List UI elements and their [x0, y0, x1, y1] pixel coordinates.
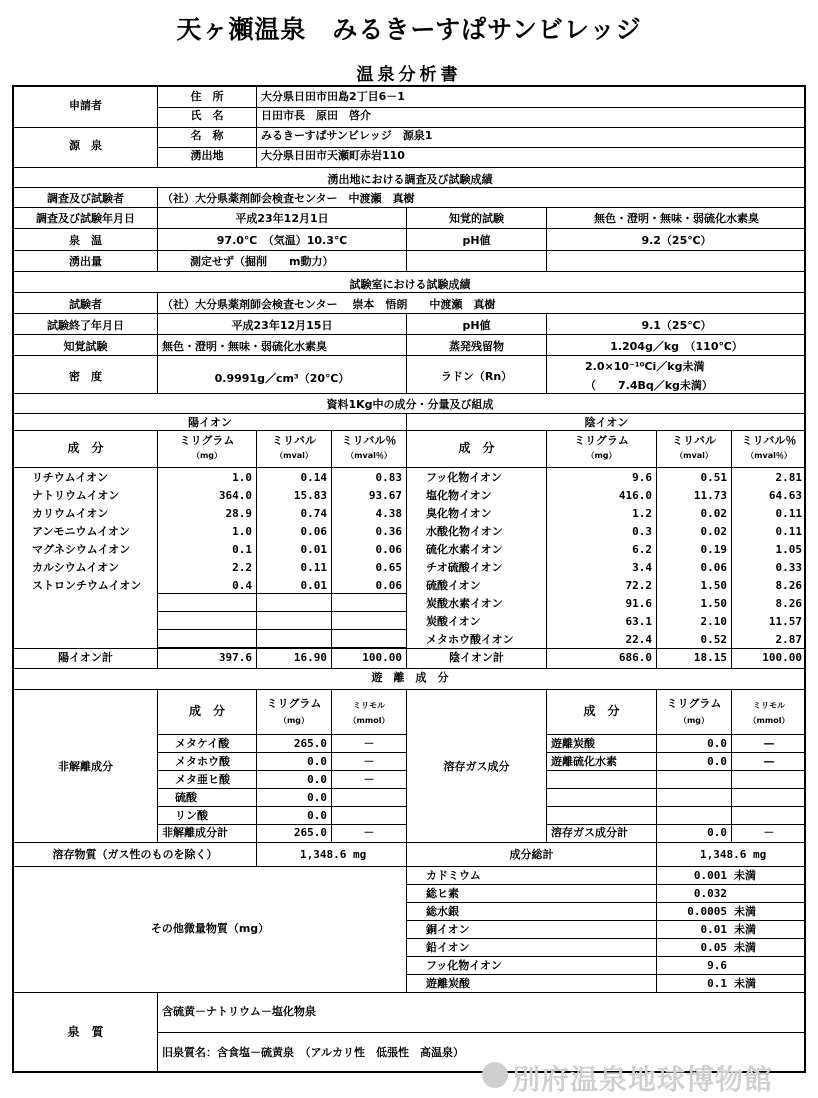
- anion-mval: 1.50: [700, 579, 727, 592]
- nondiss-mg-unit: （mg）: [278, 716, 310, 725]
- anion-mval: 2.10: [700, 615, 727, 628]
- grid-line: [546, 824, 805, 825]
- anion-pct: 0.11: [775, 525, 802, 538]
- grid-line: [13, 430, 805, 431]
- grid-line: [157, 752, 406, 753]
- grid-line: [13, 648, 805, 649]
- anion-mval: 0.06: [700, 561, 727, 574]
- gas-name: 遊離炭酸: [551, 737, 595, 750]
- grid-line: [13, 334, 805, 335]
- cation-mg: 1.0: [232, 525, 252, 538]
- cation-mval: 0.01: [300, 543, 327, 556]
- cation-name: アンモニウムイオン: [32, 525, 130, 538]
- document-title: 天ヶ瀬温泉 みるきーすぱサンビレッジ: [176, 15, 642, 44]
- tester-value: （社）大分県薬剤師会検査センター 崇本 悟朗 中渡瀬 真樹: [162, 298, 496, 311]
- nondiss-name: メタケイ酸: [175, 737, 230, 750]
- cation-total-pct: 100.00: [362, 651, 402, 664]
- cation-name: ナトリウムイオン: [32, 489, 120, 502]
- nondiss-mg: 265.0: [293, 737, 327, 750]
- anion-pct: 11.57: [768, 615, 802, 628]
- lab-date-value: 平成23年12月15日: [231, 319, 333, 332]
- grid-line: [157, 593, 406, 594]
- anion-pct: 0.11: [775, 507, 802, 520]
- cation-mval-label: ミリバル: [272, 434, 316, 447]
- anion-name: 炭酸水素イオン: [426, 597, 503, 610]
- lab-header: 試験室における試験成績: [349, 278, 471, 291]
- cation-name: カリウムイオン: [32, 507, 109, 520]
- cation-mval: 0.11: [300, 561, 327, 574]
- trace-name: フッ化物イオン: [426, 959, 502, 972]
- anion-mg: 1.2: [632, 507, 652, 520]
- grid-line: [13, 355, 805, 356]
- cation-name: リチウムイオン: [32, 471, 109, 484]
- cation-mg: 0.1: [232, 543, 252, 556]
- grid-line: [157, 107, 805, 108]
- trace-value: 0.1: [707, 977, 727, 990]
- surveyor-label: 調査及び試験者: [47, 192, 124, 205]
- lab-ph-value: 9.1（25℃）: [641, 319, 712, 332]
- grid-line: [157, 770, 406, 771]
- source-name-label: 名 称: [190, 129, 224, 142]
- anion-pct: 8.26: [775, 579, 802, 592]
- anion-name: 水酸化物イオン: [426, 525, 503, 538]
- grid-line: [546, 770, 805, 771]
- grid-line: [157, 824, 406, 825]
- grid-line: [406, 938, 805, 939]
- total-value: 1,348.6 mg: [700, 848, 767, 861]
- name-value: 日田市長 原田 啓介: [261, 109, 371, 122]
- document-subtitle: 温泉分析書: [356, 65, 462, 85]
- cation-component-label: 成 分: [67, 441, 104, 455]
- anion-mg: 0.3: [632, 525, 652, 538]
- total-label: 成分総計: [509, 848, 554, 861]
- grid-line: [13, 393, 805, 394]
- anion-mg: 6.2: [632, 543, 652, 556]
- nondiss-mmol-unit: （mmol）: [348, 716, 390, 725]
- anion-pct-label: ミリバル％: [741, 434, 797, 447]
- temp-label: 泉 温: [69, 234, 102, 247]
- anion-mg: 63.1: [625, 615, 652, 628]
- anion-component-label: 成 分: [458, 441, 495, 455]
- cation-header: 陽イオン: [188, 416, 232, 429]
- nondiss-mg: 0.0: [307, 755, 327, 768]
- cation-mval: 0.06: [300, 525, 327, 538]
- location-label: 湧出地: [190, 149, 224, 162]
- trace-note: 未満: [734, 977, 756, 990]
- gas-name: 遊離硫化水素: [551, 755, 617, 768]
- density-label: 密 度: [69, 370, 102, 383]
- residue-label: 蒸発残留物: [449, 340, 504, 353]
- gas-mmol-unit: （mmol）: [748, 716, 790, 725]
- anion-mg: 9.6: [632, 471, 652, 484]
- cation-total-mg: 397.6: [218, 651, 252, 664]
- grid-line: [13, 228, 805, 229]
- nondiss-mmol: －: [363, 737, 375, 750]
- address-value: 大分県日田市田島2丁目6－1: [261, 90, 405, 103]
- anion-pct: 1.05: [775, 543, 802, 556]
- trace-name: カドミウム: [426, 869, 481, 882]
- trace-note: 未満: [734, 869, 756, 882]
- cation-mg: 0.4: [232, 579, 252, 592]
- nondiss-mg: 0.0: [307, 773, 327, 786]
- cation-pct: 4.38: [375, 507, 402, 520]
- nondiss-name: 硫酸: [175, 791, 197, 804]
- grid-line: [157, 611, 406, 612]
- grid-line: [13, 866, 805, 867]
- lab-date-label: 試験終了年月日: [47, 319, 124, 332]
- nondiss-total-mg: 265.0: [293, 826, 327, 839]
- trace-name: 鉛イオン: [426, 941, 470, 954]
- lab-ph-label: pH値: [462, 319, 491, 332]
- applicant-label: 申請者: [69, 99, 102, 112]
- nondiss-mg-label: ミリグラム: [266, 697, 322, 710]
- flow-value: 測定せず（掘削 m動力）: [190, 255, 334, 268]
- trace-value: 0.0005: [687, 905, 727, 918]
- density-value: 0.9991g／cm³（20℃）: [214, 372, 350, 385]
- anion-mval: 1.50: [700, 597, 727, 610]
- watermark: 別府温泉地球博物館: [512, 1063, 774, 1096]
- grid-line: [13, 271, 805, 272]
- trace-name: 総ヒ素: [426, 887, 459, 900]
- grid-line: [13, 467, 805, 468]
- grid-line: [13, 207, 805, 208]
- anion-name: メタホウ酸イオン: [426, 633, 514, 646]
- trace-name: 遊離炭酸: [426, 977, 470, 990]
- field-ph-label: pH値: [462, 234, 491, 247]
- grid-line: [546, 806, 805, 807]
- grid-line: [13, 313, 805, 314]
- anion-mval: 11.73: [693, 489, 727, 502]
- anion-mval: 0.19: [700, 543, 727, 556]
- grid-line: [157, 1032, 805, 1033]
- source-name-value: みるきーすぱサンビレッジ 源泉1: [261, 129, 433, 142]
- grid-line: [546, 788, 805, 789]
- nondiss-label: 非解離成分: [58, 760, 113, 773]
- grid-line: [157, 788, 406, 789]
- grid-line: [13, 842, 805, 843]
- field-survey-header: 湧出地における調査及び試験成績: [327, 173, 493, 186]
- radon-label: ラドン（Rn）: [440, 370, 513, 383]
- anion-mval: 0.52: [700, 633, 727, 646]
- anion-name: 臭化物イオン: [426, 507, 492, 520]
- dissolved-label: 溶存物質（ガス性のものを除く）: [52, 848, 218, 861]
- anion-mg-unit: （mg）: [586, 451, 617, 460]
- dissolved-value: 1,348.6 mg: [300, 848, 367, 861]
- grid-line: [406, 974, 805, 975]
- grid-line: [157, 734, 406, 735]
- gas-mmol: —: [763, 755, 775, 768]
- grid-line: [13, 668, 805, 669]
- cation-pct: 0.36: [375, 525, 402, 538]
- anion-mg: 22.4: [625, 633, 652, 646]
- cation-name: ストロンチウムイオン: [32, 579, 142, 592]
- anion-pct: 2.81: [775, 471, 802, 484]
- tester-label: 試験者: [69, 298, 102, 311]
- gas-total-mmol: －: [763, 826, 775, 839]
- gas-mg: 0.0: [707, 737, 727, 750]
- grid-line: [13, 250, 805, 251]
- gas-mg: 0.0: [707, 755, 727, 768]
- anion-name: チオ硫酸イオン: [426, 561, 503, 574]
- free-header: 遊 離 成 分: [371, 671, 449, 684]
- grid-line: [13, 187, 805, 188]
- trace-value: 0.05: [700, 941, 727, 954]
- cation-name: マグネシウムイオン: [32, 543, 131, 556]
- address-label: 住 所: [190, 90, 224, 103]
- nondiss-mmol-label: ミリモル: [353, 701, 385, 710]
- grid-line: [13, 413, 805, 414]
- anion-mval-label: ミリバル: [672, 434, 716, 447]
- grid-line: [157, 147, 805, 148]
- cation-pct: 93.67: [368, 489, 402, 502]
- nondiss-mg: 0.0: [307, 791, 327, 804]
- grid-line: [13, 167, 805, 168]
- location-value: 大分県日田市天瀬町赤岩110: [261, 149, 405, 162]
- trace-label: その他微量物質（mg）: [150, 922, 270, 935]
- grid-line: [256, 86, 257, 167]
- anion-pct-unit: （mval％）: [746, 451, 792, 460]
- cation-mg: 1.0: [232, 471, 252, 484]
- grid-line: [13, 992, 805, 993]
- temp-value: 97.0℃ （気温）10.3℃: [216, 234, 348, 247]
- grid-line: [13, 292, 805, 293]
- name-label: 氏 名: [190, 109, 224, 122]
- anion-pct: 8.26: [775, 597, 802, 610]
- nondiss-name: メタホウ酸: [175, 755, 230, 768]
- nondiss-mmol: －: [363, 773, 375, 786]
- lab-sense-label: 知覚試験: [63, 340, 108, 353]
- grid-line: [157, 806, 406, 807]
- grid-line: [546, 734, 805, 735]
- trace-value: 0.001: [693, 869, 727, 882]
- anion-total-mval: 18.15: [693, 651, 727, 664]
- cation-mg: 364.0: [218, 489, 252, 502]
- trace-name: 銅イオン: [426, 923, 470, 936]
- grid-line: [406, 920, 805, 921]
- grid-line: [256, 842, 257, 866]
- surveyor-value: （社）大分県薬剤師会検査センター 中渡瀬 真樹: [162, 192, 415, 205]
- gas-total-label: 溶存ガス成分計: [551, 826, 628, 839]
- nondiss-name: メタ亜ヒ酸: [175, 773, 230, 786]
- nondiss-mmol: －: [363, 755, 375, 768]
- cation-mg-label: ミリグラム: [179, 434, 235, 447]
- cation-mg: 2.2: [232, 561, 252, 574]
- anion-mval: 0.02: [700, 525, 727, 538]
- radon-value-bq: （ 7.4Bq／kg未満）: [585, 379, 713, 392]
- anion-mg: 3.4: [632, 561, 652, 574]
- anion-mg: 72.2: [625, 579, 652, 592]
- anion-name: 硫酸イオン: [426, 579, 481, 592]
- grid-line: [13, 127, 805, 128]
- trace-value: 9.6: [707, 959, 727, 972]
- flow-label: 湧出量: [69, 255, 102, 268]
- trace-note: 未満: [734, 905, 756, 918]
- radon-value-ci: 2.0×10⁻¹⁰Ci／kg未満: [585, 360, 705, 373]
- anion-mg: 91.6: [625, 597, 652, 610]
- composition-header: 資料1Kg中の成分・分量及び組成: [326, 398, 494, 411]
- museum-logo-icon: [482, 1062, 508, 1088]
- trace-name: 総水銀: [426, 905, 459, 918]
- trace-note: 未満: [734, 941, 756, 954]
- grid-line: [656, 842, 657, 866]
- gas-mmol-label: ミリモル: [753, 701, 785, 710]
- cation-total-mval: 16.90: [293, 651, 327, 664]
- survey-date-label: 調査及び試験年月日: [36, 212, 135, 225]
- anion-header: 陰イオン: [584, 416, 629, 429]
- trace-note: 未満: [734, 923, 756, 936]
- grid-line: [157, 629, 406, 630]
- anion-mval-unit: （mval）: [675, 451, 713, 460]
- cation-pct: 0.65: [375, 561, 402, 574]
- cation-total-label: 陽イオン計: [58, 651, 113, 664]
- field-ph-value: 9.2（25℃）: [641, 234, 712, 247]
- cation-mval: 0.14: [300, 471, 327, 484]
- nondiss-total-label: 非解離成分計: [162, 826, 228, 839]
- lab-sense-value: 無色・澄明・無味・弱硫化水素臭: [162, 340, 327, 353]
- gas-mmol: —: [763, 737, 775, 750]
- sense-label: 知覚的試験: [449, 212, 504, 225]
- cation-mval: 0.01: [300, 579, 327, 592]
- cation-pct: 0.83: [375, 471, 402, 484]
- cation-mval-unit: （mval）: [275, 451, 313, 460]
- cation-pct-unit: （mval％）: [346, 451, 392, 460]
- cation-pct-label: ミリバル％: [341, 434, 397, 447]
- quality-current: 含硫黄－ナトリウム－塩化物泉: [162, 1005, 316, 1018]
- source-label: 源 泉: [69, 139, 102, 152]
- anion-mval: 0.51: [700, 471, 727, 484]
- cation-pct: 0.06: [375, 543, 402, 556]
- grid-line: [546, 752, 805, 753]
- grid-line: [406, 956, 805, 957]
- quality-label: 泉 質: [67, 1025, 104, 1039]
- anion-mg-label: ミリグラム: [574, 434, 629, 447]
- gas-total-mg: 0.0: [707, 826, 727, 839]
- cation-pct: 0.06: [375, 579, 402, 592]
- cation-mg: 28.9: [225, 507, 252, 520]
- grid-line: [13, 689, 805, 690]
- gas-mg-unit: （mg）: [678, 716, 710, 725]
- anion-total-label: 陰イオン計: [449, 651, 504, 664]
- grid-line: [406, 884, 805, 885]
- anion-total-mg: 686.0: [618, 651, 652, 664]
- residue-value: 1.204g／kg （110℃）: [610, 340, 743, 353]
- cation-mval: 15.83: [293, 489, 327, 502]
- anion-name: フッ化物イオン: [426, 471, 502, 484]
- anion-pct: 0.33: [775, 561, 802, 574]
- anion-pct: 2.87: [775, 633, 802, 646]
- nondiss-component-label: 成 分: [188, 704, 225, 718]
- sense-value: 無色・澄明・無味・弱硫化水素臭: [594, 212, 759, 225]
- gas-mg-label: ミリグラム: [666, 697, 722, 710]
- cation-mval: 0.74: [300, 507, 327, 520]
- trace-value: 0.032: [693, 887, 727, 900]
- anion-mval: 0.02: [700, 507, 727, 520]
- cation-name: カルシウムイオン: [32, 561, 120, 574]
- anion-name: 塩化物イオン: [426, 489, 492, 502]
- anion-name: 炭酸イオン: [426, 615, 481, 628]
- trace-value: 0.01: [700, 923, 727, 936]
- gas-label: 溶存ガス成分: [443, 760, 510, 773]
- quality-old: 旧泉質名：含食塩－硫黄泉 （アルカリ性 低張性 高温泉）: [162, 1046, 465, 1059]
- anion-total-pct: 100.00: [762, 651, 802, 664]
- anion-pct: 64.63: [768, 489, 802, 502]
- survey-date-value: 平成23年12月1日: [235, 212, 329, 225]
- anion-name: 硫化水素イオン: [426, 543, 503, 556]
- gas-component-label: 成 分: [583, 704, 620, 718]
- nondiss-mg: 0.0: [307, 809, 327, 822]
- nondiss-name: リン酸: [175, 809, 208, 822]
- grid-line: [157, 187, 158, 271]
- cation-mg-unit: （mg）: [191, 451, 223, 460]
- nondiss-total-mmol: －: [363, 826, 375, 839]
- grid-line: [406, 902, 805, 903]
- anion-mg: 416.0: [618, 489, 652, 502]
